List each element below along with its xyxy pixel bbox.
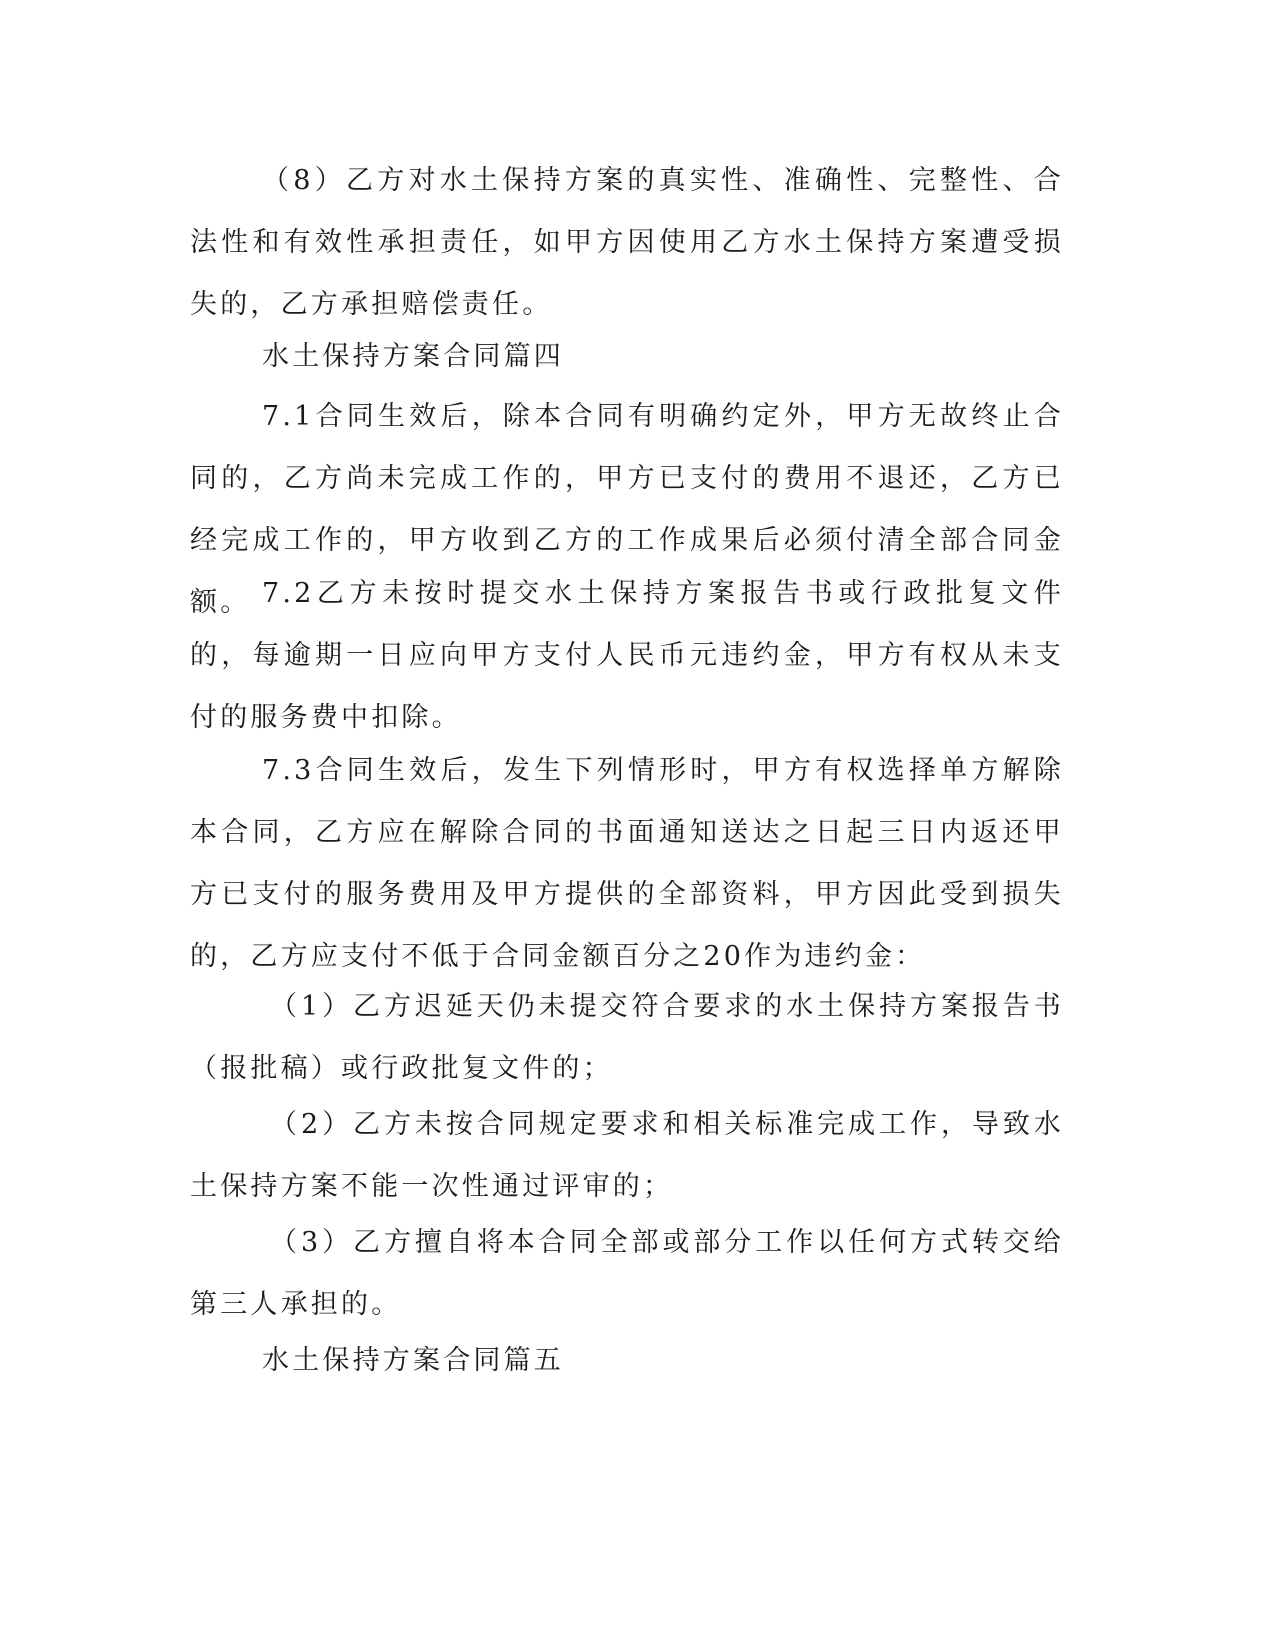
section-heading-5: 水土保持方案合同篇五 xyxy=(262,1345,564,1376)
paragraph-clause-8: （8）乙方对水土保持方案的真实性、准确性、完整性、合法性和有效性承担责任，如甲方因使用乙方水土保持方案遭受损失的，乙方承担赔偿责任。 xyxy=(190,165,1064,320)
paragraph-clause-7-2: 7.2乙方未按时提交水土保持方案报告书或行政批复文件的，每逾期一日应向甲方支付人民币元违约金，甲方有权从未支付的服务费中扣除。 xyxy=(190,578,1064,733)
list-item-3: （3）乙方擅自将本合同全部或部分工作以任何方式转交给第三人承担的。 xyxy=(190,1227,1064,1320)
paragraph-clause-7-1: 7.1合同生效后，除本合同有明确约定外，甲方无故终止合同的，乙方尚未完成工作的，甲方已支付的费用不退还，乙方已经完成工作的，甲方收到乙方的工作成果后必须付清全部合同金额。 xyxy=(190,401,1064,618)
list-item-1: （1）乙方迟延天仍未提交符合要求的水土保持方案报告书（报批稿）或行政批复文件的； xyxy=(190,991,1064,1084)
section-heading-4: 水土保持方案合同篇四 xyxy=(262,341,564,372)
paragraph-clause-7-3: 7.3合同生效后，发生下列情形时，甲方有权选择单方解除本合同，乙方应在解除合同的书面通知送达之日起三日内返还甲方已支付的服务费用及甲方提供的全部资料，甲方因此受到损失的，乙方应支付不低于合同金额百分之20作为违约金： xyxy=(190,755,1064,972)
list-item-2: （2）乙方未按合同规定要求和相关标准完成工作，导致水土保持方案不能一次性通过评审的； xyxy=(190,1109,1064,1202)
